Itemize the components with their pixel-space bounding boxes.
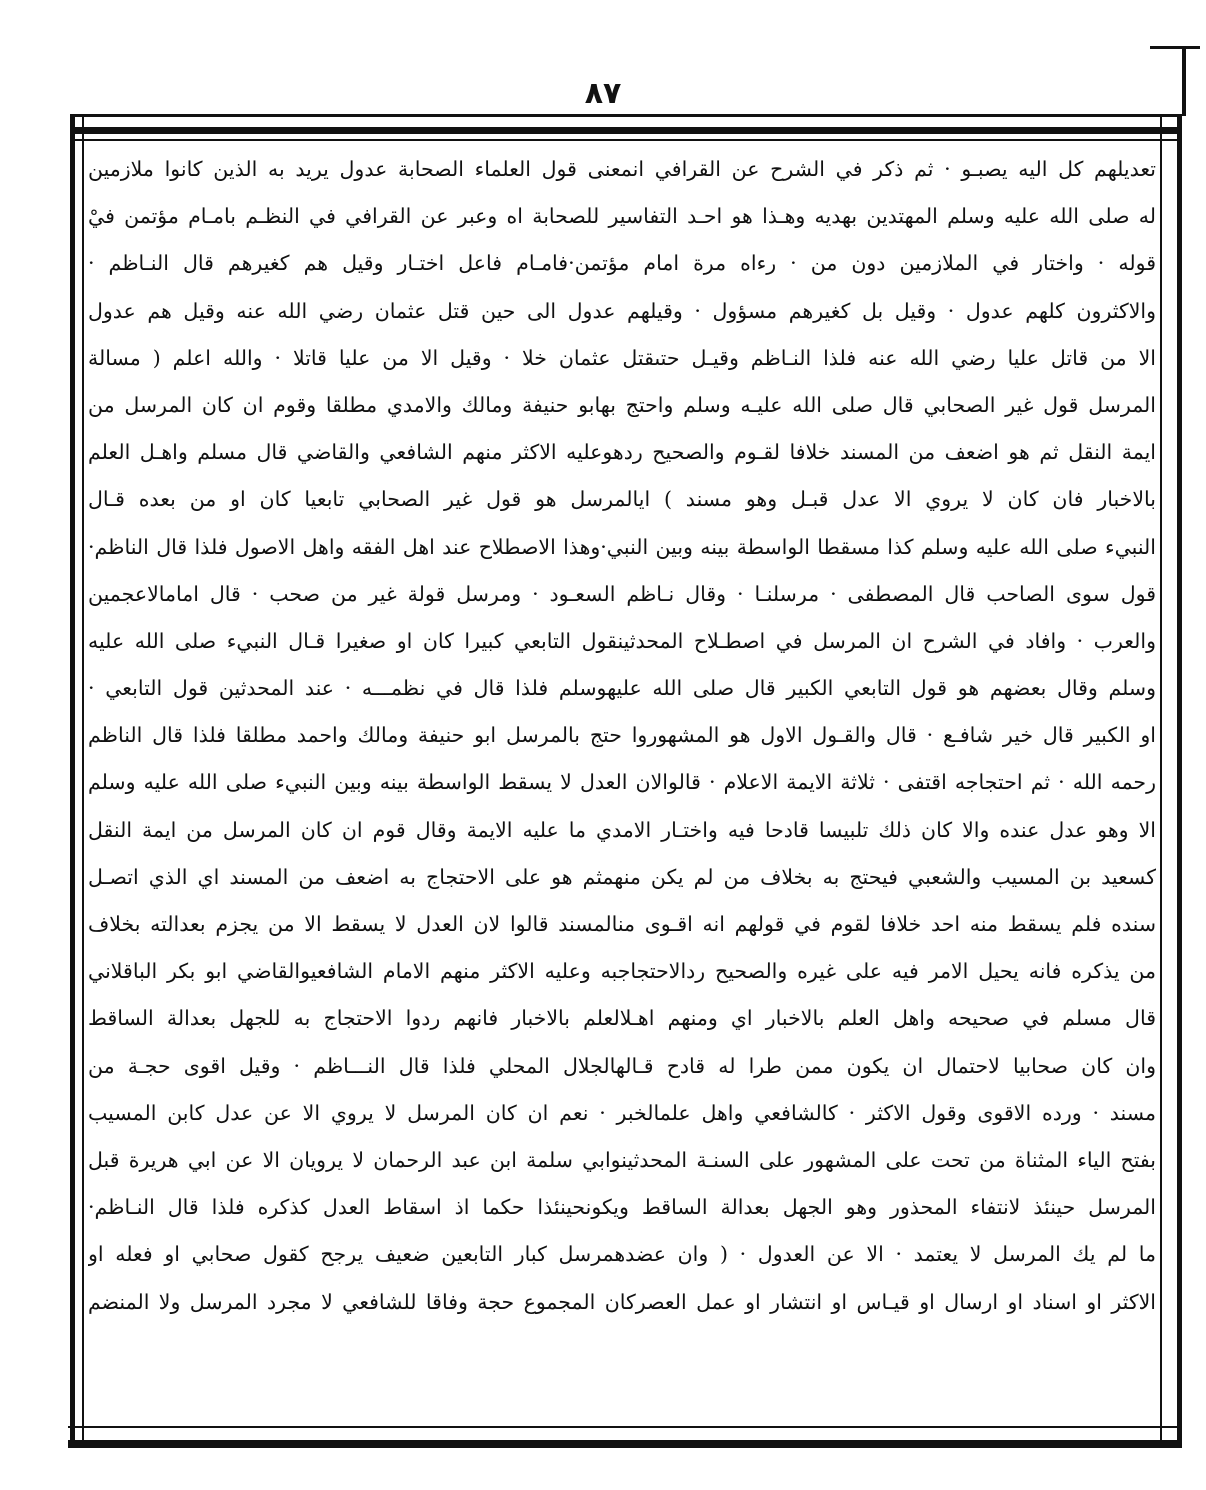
frame-right-rule — [1160, 114, 1182, 1448]
text-line: تعديلهم كل اليه يصبـو · ثم ذكر في الشرح عن القرافي انمعنى قول العلماء الصحابة عدول يريد به الذين كانوا ملازمين — [88, 157, 1156, 181]
text-line: الا وهو عدل عنده والا كان ذلك تلبيسا قادحا فيه واختـار الامدي ما عليه الايمة وقال قوم ان كان المرسل من ايمة النقل — [88, 817, 1156, 842]
text-line: رحمه الله · ثم احتجاجه اقتفى · ثلاثة الايمة الاعلام · قالوالان العدل لا يسقط الواسطة بينه وبين النبيء صلى الله عليه وسلم — [88, 770, 1156, 795]
text-line: ايمة النقل ثم هو اضعف من المسند خلافا لقـوم والصحيح ردهوعليه الاكثر منهم الشافعي والقاضي قال مسلم واهـل العلم — [88, 440, 1156, 465]
frame-top-rule — [70, 114, 1182, 134]
frame-left-rule — [70, 114, 84, 1448]
text-line: من يذكره فانه يحيل الامر فيه على غيره والصحيح ردالاحتجاجبه وعليه الاكثر منهم الامام الشافعيوالقاضي ابو بكر الباقلاني — [88, 959, 1156, 984]
text-line: النبيء صلى الله عليه وسلم كذا مسقطا الواسطة بينه وبين النبي·وهذا الاصطلاح عند اهل الفقه واهل الاصول فلذا قال الناظم· — [88, 534, 1156, 559]
text-line: بالاخبار فان كان لا يروي الا عدل قبـل وهو مسند ) ايالمرسل هو قول غير الصحابي تابعيا كان او من بعده قـال — [88, 487, 1156, 512]
text-line: ما لم يك المرسل لا يعتمد · الا عن العدول · ( وان عضدهمرسل كبار التابعين ضعيف يرجح كقول صحابي او فعله او — [88, 1242, 1156, 1267]
text-line: الا من قاتل عليا رضي الله عنه فلذا النـاظم وقيـل حتىقتل عثمان خلا · وقيل الا من عليا قاتلا · والله اعلم ( مسالة — [88, 345, 1156, 370]
text-line: له صلى الله عليه وسلم المهتدين بهديه وهـذا هو احـد التفاسير للصحابة اه وعبر عن القرافي في النظـم بامـام مؤتمن فيْ — [88, 204, 1156, 229]
corner-rule — [1150, 46, 1200, 49]
text-line: والعرب · وافاد في الشرح ان المرسل في اصطـلاح المحدثينقول التابعي كبيرا كان او صغيرا قـال النبيء صلى الله عليه — [88, 628, 1156, 653]
text-line: قال مسلم في صحيحه واهل العلم بالاخبار اي ومنهم اهـلالعلم بالاخبار فانهم ردوا الاحتجاج به للجهل بعدالة الساقط — [88, 1006, 1156, 1031]
text-line: المرسل قول غير الصحابي قال صلى الله عليـه وسلم واحتج بهابو حنيفة ومالك والامدي مطلقا وقوم ان كان المرسل من — [88, 392, 1156, 417]
text-line: قوله · واختار في الملازمين دون من · رءاه مرة امام مؤتمن·فامـام فاعل اختـار وقيل هم كغيرهم قال النـاظم · — [88, 251, 1156, 276]
text-line: قول سوى الصاحب قال المصطفى · مرسلنـا · وقال نـاظم السعـود · ومرسل قولة غير من صحب · قال امامالاعجمين — [88, 581, 1156, 606]
text-line: سنده فلم يسقط منه احد خلافا لقوم في قولهم انه اقـوى منالمسند قالوا لان العدل لا يسقط الا من يجزم بعدالته بخلاف — [88, 912, 1156, 936]
text-line: والاكثرون كلهم عدول · وقيل بل كغيرهم مسؤول · وقيلهم عدول الى حين قتل عثمان رضي الله عنه وقيل هم عدول — [88, 298, 1156, 323]
text-line: او الكبير قال خير شافـع · قال والقـول الاول هو المشهوروا حتج بالمرسل ابو حنيفة ومالك واحمد مطلقا فلذا قال الناظم — [88, 723, 1156, 748]
text-line: المرسل حينئذ لانتفاء المحذور وهو الجهل بعدالة الساقط ويكونحينئذا حكما اذ اسقاط العدل كذكره فلذا قال النـاظم· — [88, 1195, 1156, 1220]
text-line: الاكثر او اسناد او ارسال او قيـاس او انتشار او عمل العصركان المجموع حجة وفاقا للشافعي لا مجرد المرسل ولا المنضم — [88, 1289, 1156, 1314]
text-line: مسند · ورده الاقوى وقول الاكثر · كالشافعي واهل علمالخبر · نعم ان كان المرسل لا يروي الا عن عدل كابن المسيب — [88, 1100, 1156, 1125]
text-line: كسعيد بن المسيب والشعبي فيحتج به بخلاف من لم يكن منهمثم هو على الاحتجاج به اضعف من المسند اي الذي اتصـل — [88, 864, 1156, 889]
body-text — [88, 146, 1156, 1422]
frame-top-inner-rule — [70, 139, 1182, 141]
text-line: وسلم وقال بعضهم هو قول التابعي الكبير قال صلى الله عليهوسلم فلذا قال في نظمـــه · عند المحدثين قول التابعي · — [88, 676, 1156, 701]
page-number: ٨٧ — [584, 76, 622, 111]
frame-bottom-rule — [68, 1426, 1182, 1448]
text-line: وان كان صحابيا لاحتمال ان يكون ممن طرا له قادح قـالهالجلال المحلي فلذا قال النـــاظم · وقيل اقوى حجـة من — [88, 1053, 1156, 1078]
text-line: بفتح الياء المثناة من تحت على المشهور على السنـة المحدثينوابي سلمة ابن عبد الرحمان لا يرويان الا عن ابي هريرة قبل — [88, 1147, 1156, 1172]
